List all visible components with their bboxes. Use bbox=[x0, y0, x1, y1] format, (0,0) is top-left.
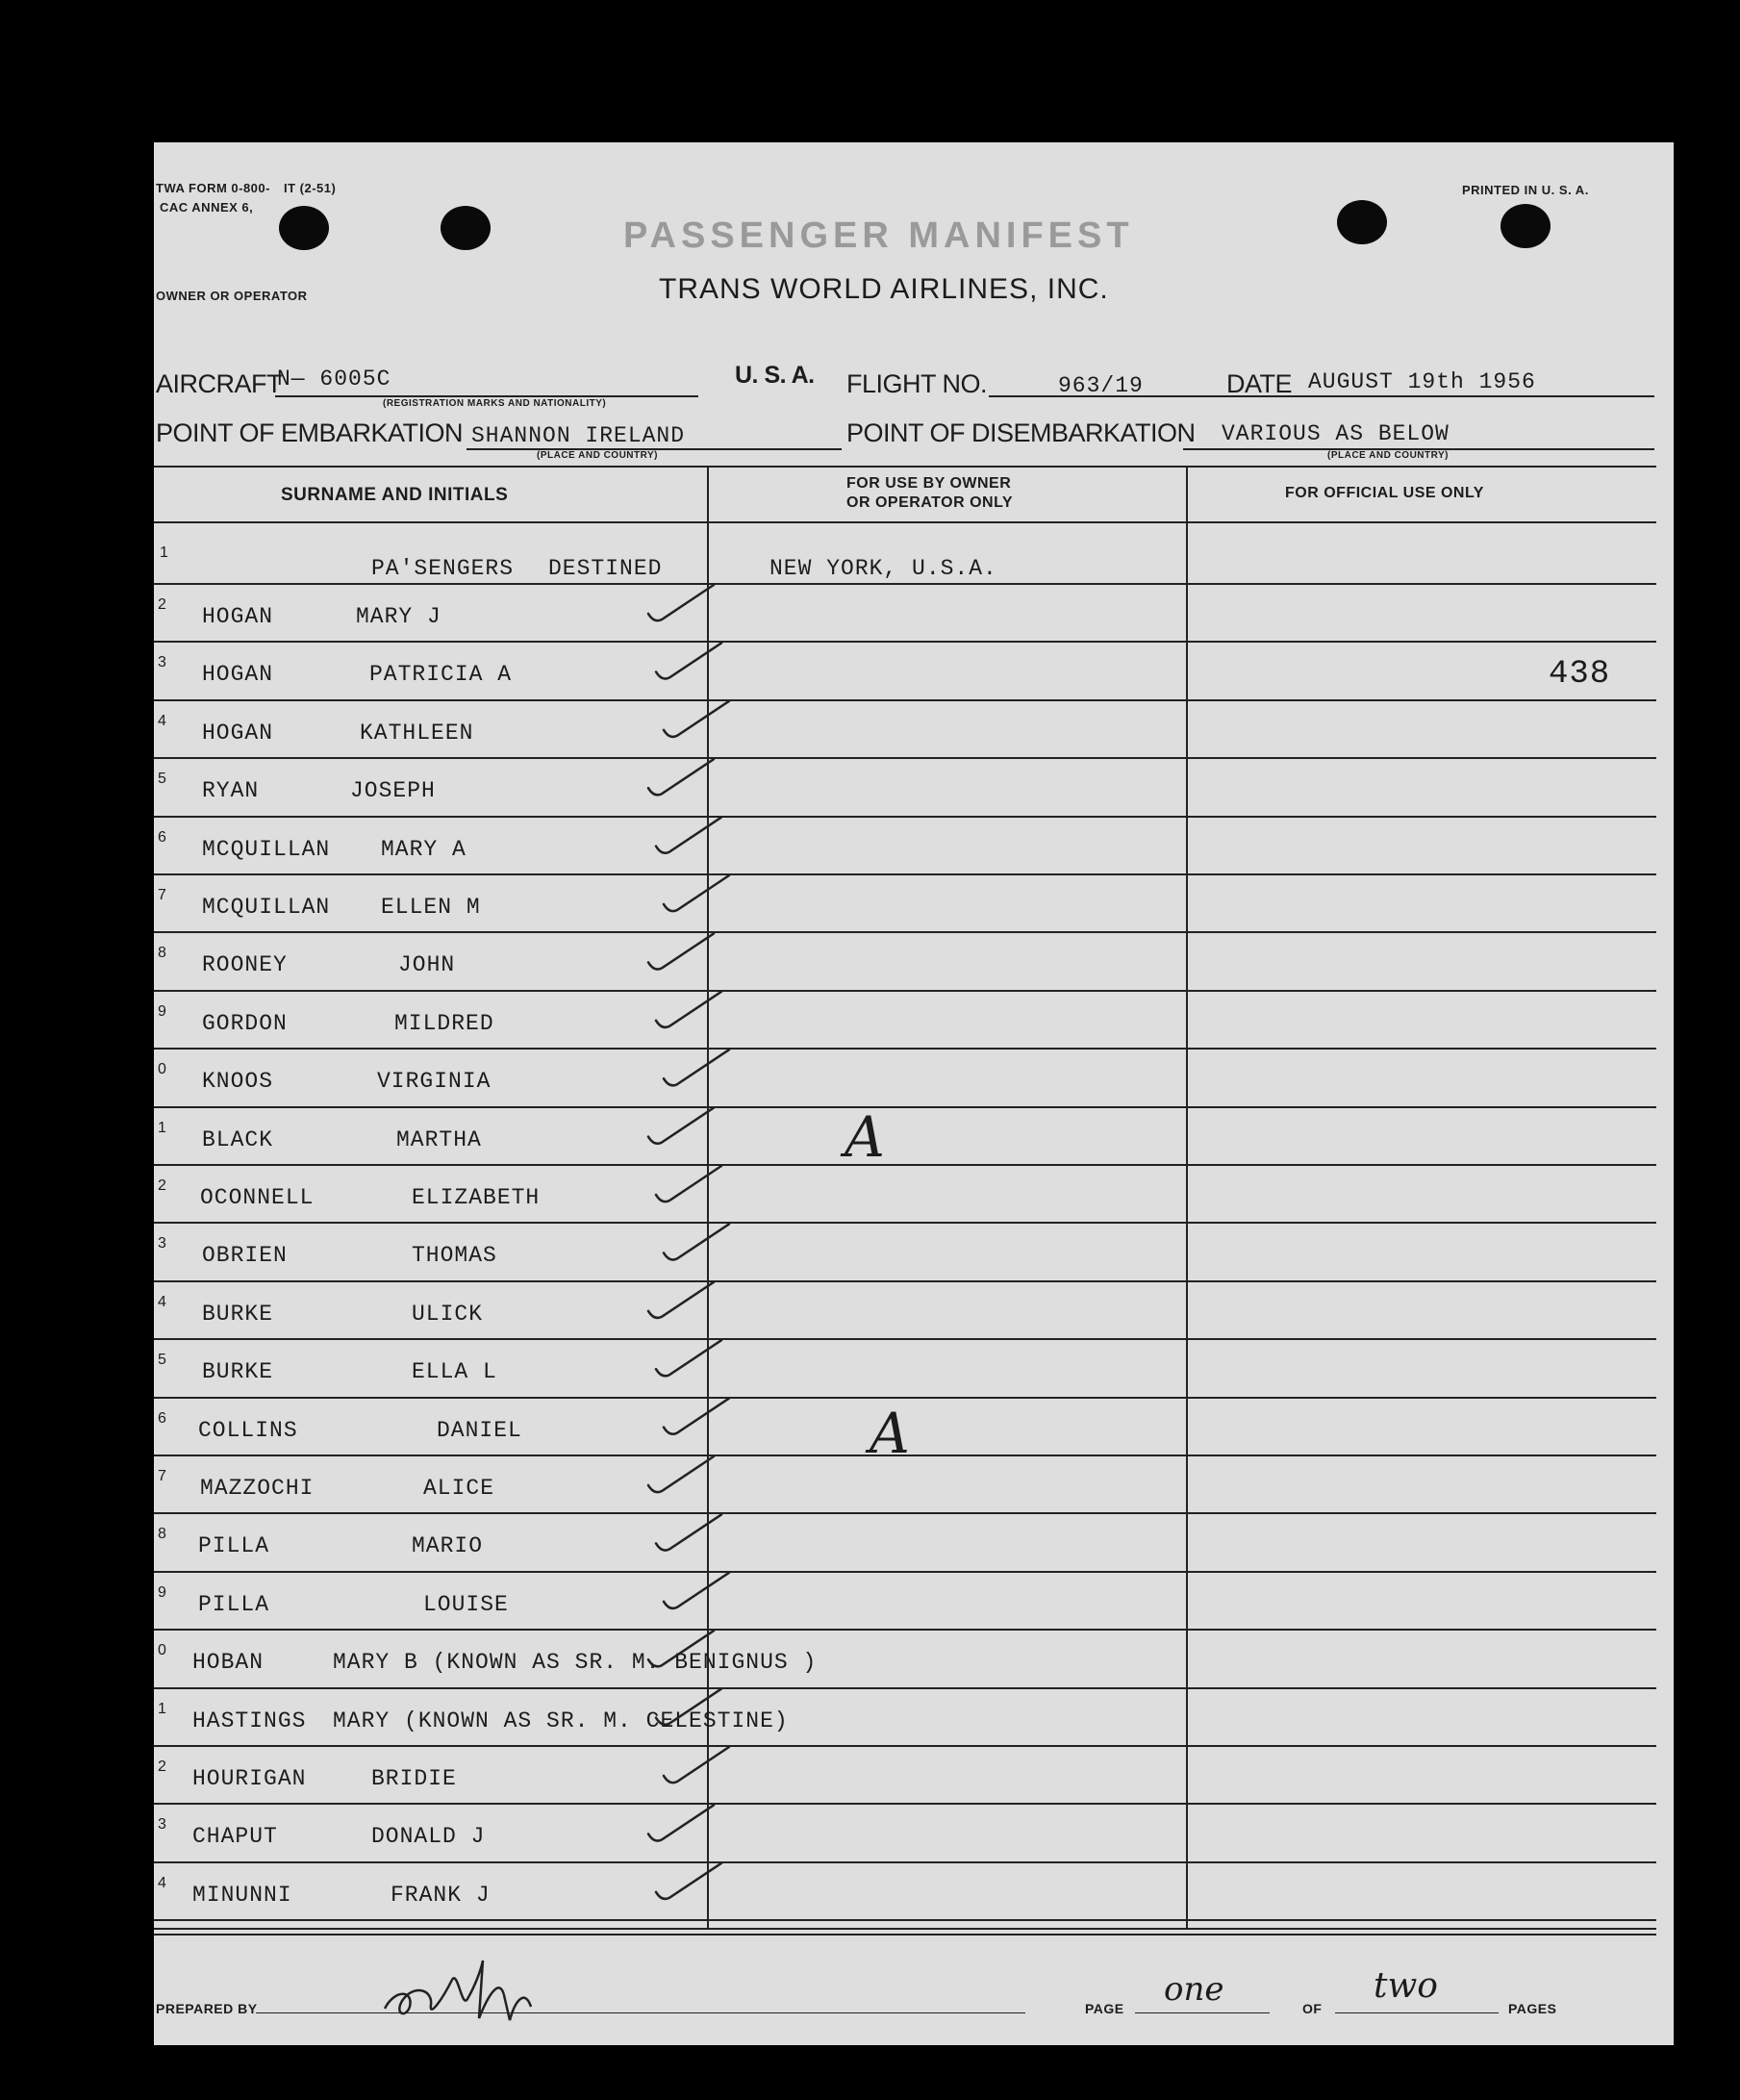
row-number: 8 bbox=[158, 945, 166, 962]
passenger-surname: HOGAN bbox=[202, 662, 274, 688]
passenger-surname: HASTINGS bbox=[192, 1708, 307, 1733]
check-mark bbox=[664, 1224, 729, 1259]
check-mark bbox=[648, 585, 714, 620]
check-mark bbox=[664, 875, 729, 911]
check-mark bbox=[664, 1399, 729, 1434]
row-number: 6 bbox=[158, 1409, 166, 1427]
usa-label: U. S. A. bbox=[735, 362, 815, 389]
row-number: 5 bbox=[158, 1352, 166, 1369]
row-number: 2 bbox=[158, 1177, 166, 1194]
check-mark bbox=[664, 1747, 729, 1783]
official-number: 438 bbox=[1549, 656, 1611, 693]
check-mark bbox=[656, 1689, 721, 1725]
passenger-surname: BLACK bbox=[202, 1126, 274, 1152]
form-code-text: IT (2-51) bbox=[283, 181, 337, 195]
passenger-surname: OCONNELL bbox=[200, 1185, 315, 1210]
embarkation-value: SHANNON IRELAND bbox=[471, 423, 686, 448]
check-mark bbox=[664, 1050, 729, 1085]
check-mark bbox=[648, 759, 714, 795]
row-number: 4 bbox=[158, 712, 166, 729]
passenger-given-name: ELLA L bbox=[412, 1359, 497, 1385]
row-number: 4 bbox=[158, 1293, 166, 1310]
col-surname-header: SURNAME AND INITIALS bbox=[281, 485, 509, 505]
passenger-given-name: MILDRED bbox=[394, 1010, 494, 1036]
check-mark bbox=[656, 1514, 721, 1550]
registration-note: (REGISTRATION MARKS AND NATIONALITY) bbox=[383, 398, 607, 409]
check-mark bbox=[656, 1166, 721, 1202]
page-label: PAGE bbox=[1085, 2001, 1124, 2016]
row-number: 6 bbox=[158, 828, 166, 846]
check-mark bbox=[648, 1631, 714, 1666]
airline-name: TRANS WORLD AIRLINES, INC. bbox=[659, 273, 1109, 305]
passenger-surname: KNOOS bbox=[202, 1069, 274, 1095]
row-number: 2 bbox=[158, 596, 166, 613]
embarkation-note: (PLACE AND COUNTRY) bbox=[537, 450, 658, 461]
passenger-given-name: LOUISE bbox=[423, 1591, 509, 1617]
check-mark bbox=[656, 1340, 721, 1376]
disembarkation-note: (PLACE AND COUNTRY) bbox=[1327, 450, 1449, 461]
check-mark bbox=[648, 1805, 714, 1840]
annex-code: CAC ANNEX 6, bbox=[160, 200, 254, 215]
passenger-surname: RYAN bbox=[202, 778, 260, 804]
passenger-surname: MINUNNI bbox=[192, 1882, 292, 1908]
manifest-page bbox=[154, 142, 1674, 2045]
passenger-given-name: KATHLEEN bbox=[360, 720, 474, 746]
passenger-given-name: JOSEPH bbox=[350, 778, 436, 804]
passenger-surname: COLLINS bbox=[198, 1417, 298, 1443]
row-number: 4 bbox=[158, 1874, 166, 1891]
row1-text-b: DESTINED bbox=[548, 556, 663, 581]
row-number: 9 bbox=[158, 1583, 166, 1601]
row-number: 0 bbox=[158, 1061, 166, 1078]
manifest-title: PASSENGER MANIFEST bbox=[623, 215, 1134, 256]
row1-text-a: PA'SENGERS bbox=[371, 556, 515, 581]
flight-label: FLIGHT NO. bbox=[846, 369, 988, 398]
page-total: two bbox=[1374, 1966, 1438, 2006]
passenger-given-name: FRANK J bbox=[391, 1882, 491, 1908]
passenger-surname: CHAPUT bbox=[192, 1824, 278, 1850]
passenger-given-name: MARY A bbox=[381, 836, 467, 862]
col-owner-header-1: FOR USE BY OWNER bbox=[846, 475, 1012, 492]
embarkation-label: POINT OF EMBARKATION bbox=[156, 418, 464, 447]
passenger-given-name: ELLEN M bbox=[381, 895, 481, 920]
passenger-surname: MAZZOCHI bbox=[200, 1476, 315, 1501]
row-number: 3 bbox=[158, 1816, 166, 1834]
passenger-surname: BURKE bbox=[202, 1359, 274, 1385]
handwritten-mark: A bbox=[845, 1104, 885, 1170]
row-number: 8 bbox=[158, 1526, 166, 1543]
signature bbox=[375, 1951, 567, 2028]
date-value: AUGUST 19th 1956 bbox=[1308, 369, 1536, 394]
passenger-surname: PILLA bbox=[198, 1591, 270, 1617]
check-mark bbox=[656, 818, 721, 853]
passenger-surname: HOBAN bbox=[192, 1650, 265, 1676]
row-number: 3 bbox=[158, 1235, 166, 1252]
disembarkation-label: POINT OF DISEMBARKATION bbox=[846, 418, 1196, 447]
check-marks bbox=[154, 142, 1674, 2045]
row-number: 7 bbox=[158, 887, 166, 903]
row-number: 7 bbox=[158, 1468, 166, 1484]
passenger-given-name: MARIO bbox=[412, 1533, 484, 1559]
check-mark bbox=[656, 992, 721, 1027]
passenger-given-name: JOHN bbox=[398, 952, 456, 978]
passenger-surname: PILLA bbox=[198, 1533, 270, 1559]
passenger-surname: GORDON bbox=[202, 1010, 288, 1036]
passenger-surname: MCQUILLAN bbox=[202, 836, 331, 862]
row-number: 1 bbox=[160, 544, 168, 561]
passenger-surname: HOURIGAN bbox=[192, 1766, 307, 1791]
passenger-given-name: MARTHA bbox=[396, 1126, 482, 1152]
passenger-given-name: DANIEL bbox=[437, 1417, 522, 1443]
aircraft-value: N— 6005C bbox=[277, 367, 391, 392]
printed-in-usa: PRINTED IN U. S. A. bbox=[1462, 183, 1589, 197]
passenger-surname: HOGAN bbox=[202, 604, 274, 629]
check-mark bbox=[648, 933, 714, 969]
check-mark bbox=[648, 1456, 714, 1492]
passenger-given-name: VIRGINIA bbox=[377, 1069, 492, 1095]
passenger-surname: OBRIEN bbox=[202, 1243, 288, 1269]
pages-label: PAGES bbox=[1508, 2001, 1557, 2016]
passenger-given-name: ALICE bbox=[423, 1476, 495, 1501]
passenger-surname: HOGAN bbox=[202, 720, 274, 746]
row-number: 9 bbox=[158, 1002, 166, 1020]
handwritten-mark: A bbox=[870, 1401, 910, 1466]
passenger-given-name: THOMAS bbox=[412, 1243, 497, 1269]
check-mark bbox=[656, 1863, 721, 1899]
passenger-given-name: MARY B (KNOWN AS SR. M. BENIGNUS ) bbox=[333, 1650, 818, 1676]
form-code-text: TWA FORM 0-800- bbox=[156, 181, 270, 195]
row1-destination: NEW YORK, U.S.A. bbox=[769, 556, 997, 581]
row-number: 0 bbox=[158, 1642, 166, 1659]
passenger-given-name: MARY J bbox=[356, 604, 441, 629]
row-number: 3 bbox=[158, 654, 166, 671]
flight-value: 963/19 bbox=[1058, 373, 1144, 398]
row-number: 1 bbox=[158, 1119, 166, 1136]
row-number: 1 bbox=[158, 1700, 166, 1717]
check-mark bbox=[648, 1282, 714, 1318]
passenger-given-name: ELIZABETH bbox=[412, 1185, 541, 1210]
owner-operator-label: OWNER OR OPERATOR bbox=[156, 289, 308, 303]
page-number: one bbox=[1164, 1970, 1224, 2009]
of-label: OF bbox=[1302, 2001, 1323, 2016]
disembarkation-value: VARIOUS AS BELOW bbox=[1222, 421, 1450, 446]
check-mark bbox=[656, 643, 721, 678]
passenger-surname: BURKE bbox=[202, 1301, 274, 1327]
passenger-given-name: BRIDIE bbox=[371, 1766, 457, 1791]
prepared-by-label: PREPARED BY bbox=[156, 2001, 258, 2016]
check-mark bbox=[664, 701, 729, 737]
passenger-surname: ROONEY bbox=[202, 952, 288, 978]
passenger-given-name: ULICK bbox=[412, 1301, 484, 1327]
date-label: DATE bbox=[1226, 369, 1293, 398]
passenger-given-name: DONALD J bbox=[371, 1824, 486, 1850]
aircraft-label: AIRCRAFT bbox=[156, 369, 282, 398]
passenger-given-name: PATRICIA A bbox=[369, 662, 513, 688]
passenger-given-name: MARY (KNOWN AS SR. M. CELESTINE) bbox=[333, 1708, 789, 1733]
row-number: 5 bbox=[158, 771, 166, 788]
check-mark bbox=[664, 1573, 729, 1608]
col-official-header: FOR OFFICIAL USE ONLY bbox=[1285, 485, 1484, 501]
row-number: 2 bbox=[158, 1758, 166, 1775]
check-mark bbox=[648, 1108, 714, 1144]
col-owner-header-2: OR OPERATOR ONLY bbox=[846, 494, 1014, 511]
passenger-surname: MCQUILLAN bbox=[202, 895, 331, 920]
